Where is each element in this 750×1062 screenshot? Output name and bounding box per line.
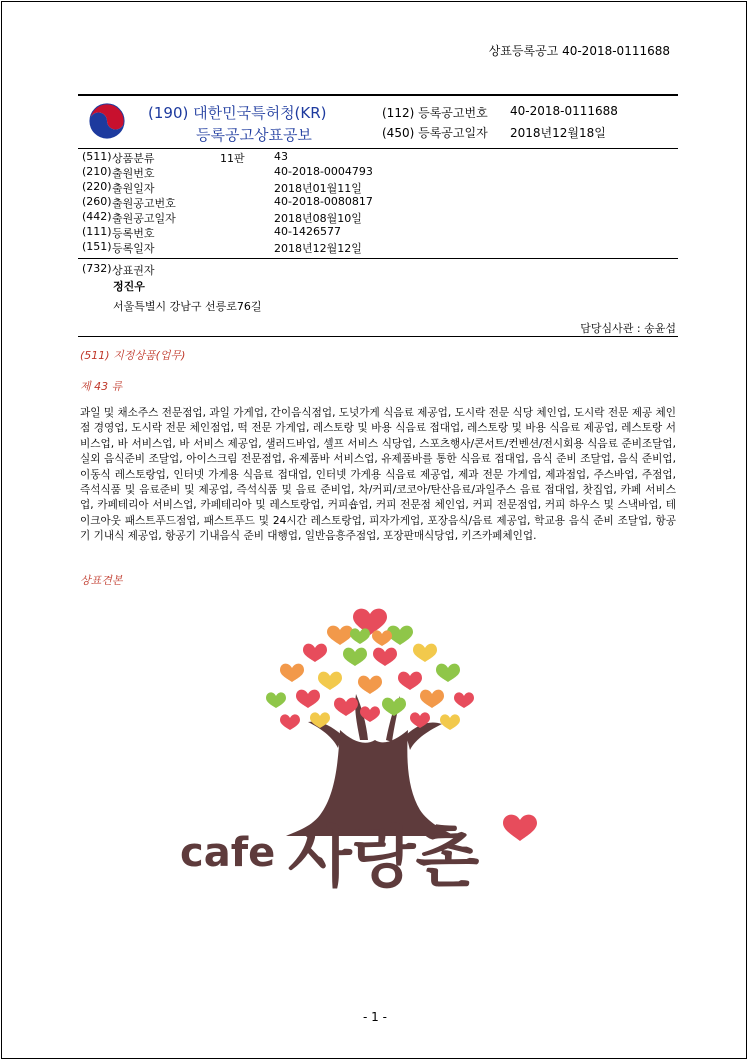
logo-prefix: cafe (180, 830, 276, 876)
examiner: 담당심사관 : 송윤섭 (580, 322, 676, 335)
reg-pub-no-label: (112) 등록공고번호 (382, 106, 488, 120)
holder-address: 서울특별시 강남구 선릉로76길 (113, 300, 262, 313)
logo-name: 사랑촌 (288, 819, 480, 896)
reg-pub-no-value: 40-2018-0111688 (510, 104, 618, 118)
reg-pub-date-value: 2018년12월18일 (510, 126, 606, 140)
publication-title: 등록공고상표공보 (196, 126, 312, 144)
office-line: (190) 대한민국특허청(KR) (148, 104, 327, 122)
page-number: - 1 - (363, 1010, 387, 1024)
document-id: 상표등록공고 40-2018-0111688 (488, 44, 670, 58)
designated-goods-text: 과일 및 채소주스 전문점업, 과일 가게업, 간이음식점업, 도넛가게 식음료 제공업, 도시락 전문 식당 체인업, 도시락 전문 제공 체인점 경영업, 도시락 전문 체인점업, 떡 전문 가게업, 레스토랑 및 바용 식음료 접대업, 레스토랑 및 바용 식음료 제공업, 레스토랑 서비스업, 바 서비스업, 바 서비스 제공업, 샐러드바업, 셀프 서비스 식당업, 스포츠행사/콘서트/컨벤션/전시회용 식음료 준비조달업, 실외 음식준비 조달업, 아이스크림 전문점업, 유제품바 서비스업, 유제품바를 통한 식음료 접대업, 음식 준비 조달업, 음식 준비업, 이동식 레스토랑업, 인터넷 가게용 식음료 접대업, 인터넷 가게용 식음료 제공업, 제과 전문 가게업, 제과점업, 주스바업, 주점업, 즉석식품 및 음료준비 및 제공업, 즉석식품 및 음료 준비업, 차/커피/코코아/탄산음료/과일주스 음료 접대업, 찻집업, 카페 서비스업, 카페테리아 서비스업, 카페테리아 및 레스토랑업, 커피숍업, 커피 전문점 체인업, 커피 전문점업, 커피 하우스 및 스낵바업, 테이크아웃 패스트푸드점업, 패스트푸드 및 24시간 레스토랑업, 피자가게업, 포장음식/음료 제공업, 학교용 음식 준비 조달업, 항공기 기내식 제공업, 항공기 기내음식 준비 대행업, 일반음흥주점업, 포장판매식당업, 키즈카페체인업. (80, 407, 676, 543)
divider (78, 258, 678, 259)
goods-heading: (511) 지정상품(업무) (80, 349, 186, 362)
mark-heading: 상표견본 (80, 574, 123, 587)
heart-icon (503, 815, 537, 841)
kipo-emblem-icon (88, 102, 126, 140)
gazette-header (78, 94, 678, 149)
holder-name: 정진우 (113, 280, 145, 293)
divider (78, 336, 678, 337)
class-heading: 제 43 류 (80, 380, 123, 393)
trademark-logo (170, 590, 570, 900)
reg-pub-date-label: (450) 등록공고일자 (382, 126, 488, 140)
